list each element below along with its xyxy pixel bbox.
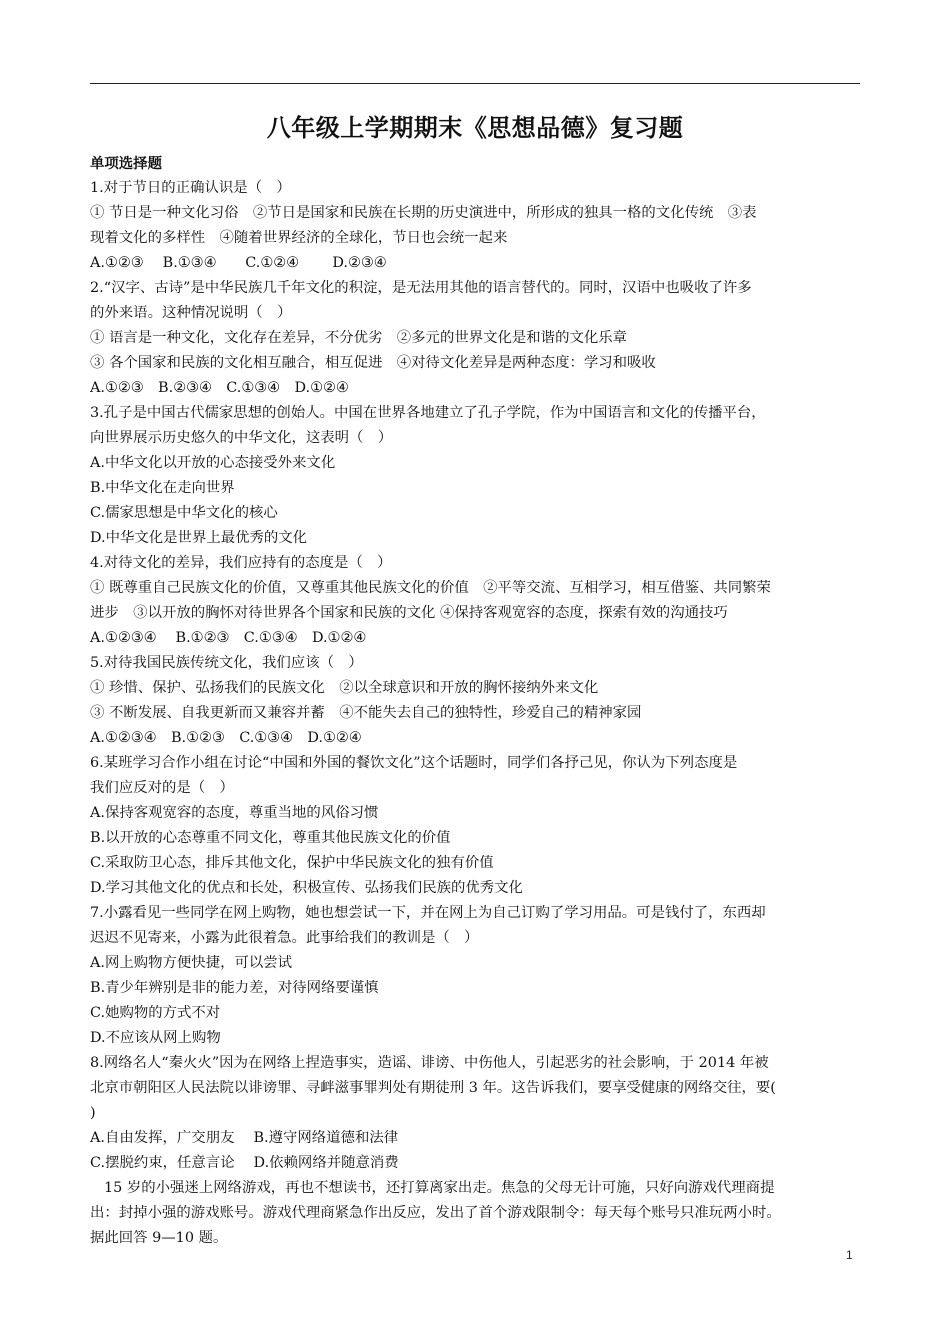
question-stem: 8.网络名人“秦火火”因为在网络上捏造事实，造谣、诽谤、中伤他人，引起恶劣的社会影响，于 2014 年被 <box>90 1055 769 1071</box>
answer-option: A.保持客观宽容的态度，尊重当地的风俗习惯 <box>90 805 379 821</box>
question-stem: ) <box>90 1105 96 1121</box>
answer-options: A.自由发挥，广交朋友 B.遵守网络道德和法律 <box>90 1130 399 1146</box>
question-stem: 3.孔子是中国古代儒家思想的创始人。中国在世界各地建立了孔子学院，作为中国语言和文化的传播平台， <box>90 405 766 421</box>
answer-option: C.儒家思想是中华文化的核心 <box>90 505 278 521</box>
answer-options: A.①②③④ B.①②③ C.①③④ D.①②④ <box>90 730 362 746</box>
statement-line: ③ 不断发展、自我更新而又兼容并蓄 ④不能失去自己的独特性，珍爱自己的精神家园 <box>90 705 642 721</box>
document-title: 八年级上学期期末《思想品德》复习题 <box>266 113 684 142</box>
question-stem: 我们应反对的是（ ） <box>90 780 234 796</box>
statement-line: ① 节日是一种文化习俗 ②节日是国家和民族在长期的历史演进中，所形成的独具一格的文化传统 ③表 <box>90 205 757 221</box>
statement-line: 进步 ③以开放的胸怀对待世界各个国家和民族的文化 ④保持客观宽容的态度，探索有效的沟通技巧 <box>90 605 728 621</box>
statement-line: ① 既尊重自己民族文化的价值，又尊重其他民族文化的价值 ②平等交流、互相学习，相互借鉴、共同繁荣 <box>90 580 771 596</box>
answer-option: B.青少年辨别是非的能力差，对待网络要谨慎 <box>90 980 379 996</box>
reading-passage: 据此回答 9—10 题。 <box>90 1230 228 1246</box>
statement-line: ① 语言是一种文化，文化存在差异，不分优劣 ②多元的世界文化是和谐的文化乐章 <box>90 330 628 346</box>
answer-option: A.网上购物方便快捷，可以尝试 <box>90 955 293 971</box>
question-stem: 2.“汉字、古诗”是中华民族几千年文化的积淀，是无法用其他的语言替代的。同时，汉语中也吸收了许多 <box>90 280 752 296</box>
section-heading: 单项选择题 <box>90 155 162 172</box>
statement-line: ③ 各个国家和民族的文化相互融合，相互促进 ④对待文化差异是两种态度：学习和吸收 <box>90 355 656 371</box>
question-stem: 7.小露看见一些同学在网上购物，她也想尝试一下，并在网上为自己订购了学习用品。可是钱付了，东西却 <box>90 905 766 921</box>
answer-option: C.采取防卫心态，排斥其他文化，保护中华民族文化的独有价值 <box>90 855 494 871</box>
question-stem: 5.对待我国民族传统文化，我们应该（ ） <box>90 655 363 671</box>
reading-passage: 15 岁的小强迷上网络游戏，再也不想读书，还打算离家出走。焦急的父母无计可施，只好向游戏代理商提 <box>104 1180 775 1196</box>
answer-option: D.学习其他文化的优点和长处，积极宣传、弘扬我们民族的优秀文化 <box>90 880 523 896</box>
question-stem: 向世界展示历史悠久的中华文化，这表明（ ） <box>90 430 393 446</box>
question-stem: 4.对待文化的差异，我们应持有的态度是（ ） <box>90 555 392 571</box>
question-stem: 北京市朝阳区人民法院以诽谤罪、寻衅滋事罪判处有期徒刑 3 年。这告诉我们，要享受健康的网络交往，要( <box>90 1080 776 1096</box>
page-number: 1 <box>846 1248 853 1262</box>
reading-passage: 出：封掉小强的游戏账号。游戏代理商紧急作出反应，发出了首个游戏限制令：每天每个账号只准玩两小时。 <box>90 1205 781 1221</box>
answer-option: A.中华文化以开放的心态接受外来文化 <box>90 455 336 471</box>
header-rule <box>90 83 860 84</box>
statement-line: ① 珍惜、保护、弘扬我们的民族文化 ②以全球意识和开放的胸怀接纳外来文化 <box>90 680 599 696</box>
answer-options: A.①②③ B.②③④ C.①③④ D.①②④ <box>90 380 349 396</box>
answer-options: A.①②③ B.①③④ C.①②④ D.②③④ <box>90 255 387 271</box>
question-list <box>90 151 862 1251</box>
statement-line: 现着文化的多样性 ④随着世界经济的全球化，节日也会统一起来 <box>90 230 508 246</box>
answer-options: C.摆脱约束，任意言论 D.依赖网络并随意消费 <box>90 1155 399 1171</box>
question-stem: 1.对于节日的正确认识是（ ） <box>90 180 291 196</box>
question-stem: 的外来语。这种情况说明（ ） <box>90 305 292 321</box>
question-stem: 迟迟不见寄来，小露为此很着急。此事给我们的教训是（ ） <box>90 930 479 946</box>
answer-options: A.①②③④ B.①②③ C.①③④ D.①②④ <box>90 630 367 646</box>
answer-option: B.以开放的心态尊重不同文化，尊重其他民族文化的价值 <box>90 830 451 846</box>
answer-option: B.中华文化在走向世界 <box>90 480 235 496</box>
question-stem: 6.某班学习合作小组在讨论“中国和外国的餐饮文化”这个话题时，同学们各抒己见，你认为下列态度是 <box>90 755 738 771</box>
answer-option: D.不应该从网上购物 <box>90 1030 221 1046</box>
answer-option: C.她购物的方式不对 <box>90 1005 221 1021</box>
answer-option: D.中华文化是世界上最优秀的文化 <box>90 530 308 546</box>
